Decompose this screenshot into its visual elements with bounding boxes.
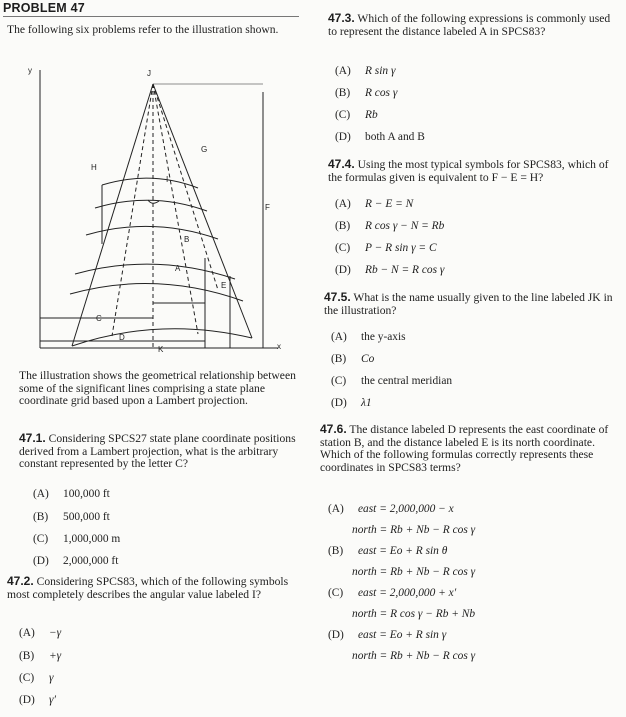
- label-b: B: [184, 235, 190, 244]
- question-47-1: [19, 432, 305, 471]
- option-east: (D) east = Eo + R sin γ: [328, 629, 447, 641]
- option: (A) R − E = N: [335, 198, 414, 210]
- option-north: north = Rb + Nb − R cos γ: [352, 650, 476, 662]
- question-47-3: [328, 12, 620, 38]
- label-y: y: [28, 66, 32, 75]
- question-47-6: [320, 423, 620, 474]
- option: (C) P − R sin γ = C: [335, 242, 437, 254]
- lambert-grid-illustration: [0, 58, 305, 370]
- label-a: A: [175, 264, 181, 273]
- option: (D) 2,000,000 ft: [33, 555, 119, 567]
- option: (C) the central meridian: [331, 375, 453, 387]
- option: (C) Rb: [335, 109, 378, 121]
- question-text: The distance labeled D represents the east coordinate of station B, and the distance labeled E is its north coordinate. Which of the following formulas correctly represents these coordinates in SPCS83 terms?: [320, 423, 609, 474]
- question-number: 47.3.: [328, 11, 355, 25]
- option: (A) 100,000 ft: [33, 488, 110, 500]
- parallel-6: [72, 329, 252, 346]
- label-i: I: [166, 175, 169, 184]
- label-f: F: [265, 203, 270, 212]
- question-47-4: [328, 158, 620, 184]
- label-x: x: [277, 342, 281, 351]
- question-number: 47.6.: [320, 422, 347, 436]
- label-h: H: [91, 163, 97, 172]
- option-north: north = R cos γ − Rb + Nb: [352, 608, 476, 620]
- question-number: 47.5.: [324, 290, 351, 304]
- option: (D) both A and B: [335, 131, 425, 143]
- intro-text: The following six problems refer to the illustration shown.: [7, 23, 279, 36]
- parallel-2: [95, 200, 207, 211]
- option: (B) R cos γ − N = Rb: [335, 220, 445, 232]
- radius-line-g: [153, 84, 218, 290]
- option: (B) 500,000 ft: [33, 511, 110, 523]
- option-east: (C) east = 2,000,000 + x′: [328, 587, 457, 599]
- option: (B) Co: [331, 353, 375, 365]
- question-number: 47.1.: [19, 431, 46, 445]
- question-text: Considering SPCS27 state plane coordinate positions derived from a Lambert projection, what is the arbitrary constant represented by the letter C?: [19, 432, 296, 471]
- option-north: north = Rb + Nb − R cos γ: [352, 566, 476, 578]
- question-number: 47.2.: [7, 574, 34, 588]
- option: (D) γ′: [19, 694, 56, 706]
- option: (B) R cos γ: [335, 87, 398, 99]
- option: (B) +γ: [19, 650, 62, 662]
- label-e: E: [221, 281, 227, 290]
- cone-left-edge: [72, 84, 153, 346]
- option: (A) R sin γ: [335, 65, 396, 77]
- question-text: Considering SPCS83, which of the following symbols most completely describes the angular value labeled I?: [7, 575, 289, 601]
- label-d: D: [119, 333, 125, 342]
- label-j: J: [147, 69, 151, 78]
- option-north: north = Rb + Nb − R cos γ: [352, 524, 476, 536]
- question-text: What is the name usually given to the line labeled JK in the illustration?: [324, 291, 613, 317]
- option: (D) λ1: [331, 397, 372, 409]
- figure-caption: The illustration shows the geometrical relationship between some of the significant lines comprising a state plane coordinate grid based upon a Lambert projection.: [19, 369, 296, 408]
- question-text: Using the most typical symbols for SPCS83, which of the formulas given is equivalent to F − E = H?: [328, 158, 609, 184]
- problem-title: PROBLEM 47: [3, 1, 85, 15]
- option: (C) 1,000,000 m: [33, 533, 121, 545]
- option: (C) γ: [19, 672, 54, 684]
- question-47-5: [324, 291, 620, 317]
- option: (A) the y-axis: [331, 331, 406, 343]
- question-47-2: [7, 575, 303, 601]
- label-g: G: [201, 145, 208, 154]
- option-east: (B) east = Eo + R sin θ: [328, 545, 448, 557]
- label-c: C: [96, 314, 102, 323]
- option: (A) −γ: [19, 627, 62, 639]
- option-east: (A) east = 2,000,000 − x: [328, 503, 454, 515]
- question-number: 47.4.: [328, 157, 355, 171]
- header-rule: [3, 16, 299, 17]
- label-k: K: [158, 345, 164, 354]
- option: (D) Rb − N = R cos γ: [335, 264, 445, 276]
- cone-right-edge: [153, 84, 252, 338]
- question-text: Which of the following expressions is commonly used to represent the distance labeled A in SPCS83?: [328, 12, 611, 38]
